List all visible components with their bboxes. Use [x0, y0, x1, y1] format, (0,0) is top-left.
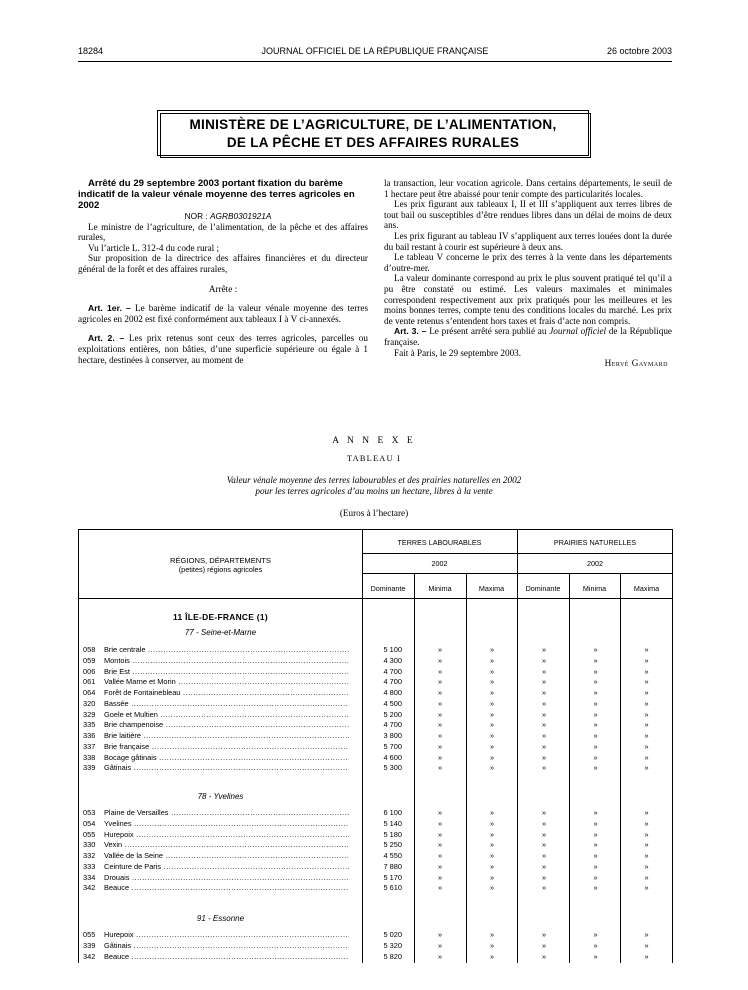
empty-value: » — [541, 818, 547, 828]
empty-value: » — [489, 763, 495, 773]
empty-value: » — [644, 883, 649, 893]
group-header-prairies: PRAIRIES NATURELLES — [553, 538, 637, 547]
dominante-value: 6 100 — [383, 808, 402, 817]
article-2-continued: la transaction, leur vocation agricole. Dans certains départements, le seuil de 1 hectare peut être abaissé pour tenir compte des particularités locales. — [384, 178, 672, 199]
table-row — [79, 808, 672, 818]
empty-value: » — [437, 688, 443, 697]
table-row — [79, 710, 672, 720]
empty-value: » — [437, 951, 443, 961]
region-code: 059 — [83, 655, 96, 665]
region-code: 335 — [83, 720, 96, 730]
empty-value: » — [644, 645, 649, 654]
dominante-value: 5 140 — [383, 818, 402, 828]
empty-value: » — [644, 951, 649, 961]
decree-paragraph-r3: Les prix figurant au tableau IV s’appliquent aux terres louées dont la durée du bail restant à courir est supérieure à deux ans. — [384, 230, 672, 252]
table-row — [79, 677, 672, 687]
empty-value: » — [489, 883, 495, 893]
decree-paragraph-2: Vu l’article L. 312-4 du code rural ; — [88, 242, 220, 253]
department-title: 77 - Seine-et-Marne — [184, 628, 257, 637]
empty-value: » — [593, 930, 598, 939]
article-2-text: Les prix retenus sont ceux des terres agricoles, parcelles ou exploitations entières, non bâties, d’une superficie supérieure ou égale à 1 hectare, destinées à conserver, au moment de — [78, 333, 368, 365]
empty-value: » — [593, 655, 598, 665]
empty-value: » — [437, 861, 443, 871]
dominante-value: 4 550 — [383, 851, 402, 860]
article-3 — [384, 326, 672, 347]
year-header-prairies: 2002 — [587, 559, 603, 568]
col-header-dominante-prairies: Dominante — [525, 584, 561, 593]
done-at-paris: Fait à Paris, le 29 septembre 2003. — [394, 347, 522, 358]
ministry-box — [157, 110, 589, 156]
col-header-maxima-prairies: Maxima — [633, 584, 660, 593]
region-name: Ceinture de Paris ..... — [104, 862, 349, 872]
empty-value: » — [489, 940, 495, 950]
empty-value: » — [541, 666, 547, 676]
year-header-terres: 2002 — [431, 559, 448, 568]
empty-value: » — [593, 698, 598, 708]
region-code: 334 — [83, 872, 96, 882]
dominante-value: 7 880 — [383, 861, 402, 871]
empty-value: » — [593, 666, 598, 676]
article-2-label: Art. 2. – — [88, 333, 125, 344]
value-table — [78, 529, 673, 963]
table-subtitle-2: pour les terres agricoles d’au moins un hectare, libres à la vente — [255, 486, 493, 496]
empty-value: » — [644, 930, 649, 939]
table-subtitle-1: Valeur vénale moyenne des terres labourables et des prairies naturelles en 2002 — [226, 475, 522, 485]
row-divider — [362, 573, 673, 574]
article-1-label: Art. 1er. – — [88, 303, 131, 314]
empty-value: » — [489, 677, 495, 687]
table-row — [79, 941, 672, 951]
ministry-line-1: MINISTÈRE DE L’AGRICULTURE, DE L’ALIMENTATION, — [189, 117, 557, 132]
nor-code: AGRB0301921A — [210, 211, 272, 221]
region-name: Brie champenoise ..... — [104, 720, 349, 730]
dominante-value: 5 180 — [383, 829, 402, 839]
empty-value: » — [541, 883, 547, 893]
empty-value: » — [437, 872, 443, 882]
empty-value: » — [541, 851, 547, 860]
empty-value: » — [644, 688, 649, 697]
empty-value: » — [644, 763, 649, 773]
empty-value: » — [644, 861, 649, 871]
table-row — [79, 830, 672, 840]
empty-value: » — [437, 741, 443, 751]
empty-value: » — [644, 872, 649, 882]
dominante-value: 5 100 — [383, 645, 402, 654]
annexe-title: A N N E X E — [332, 436, 416, 446]
empty-value: » — [437, 720, 443, 730]
empty-value: » — [489, 829, 495, 839]
empty-value: » — [437, 677, 443, 687]
empty-value: » — [541, 698, 547, 708]
region-name: Montois ..... — [104, 656, 349, 666]
empty-value: » — [541, 808, 547, 817]
region-name: Gâtinais ..... — [104, 763, 349, 773]
dominante-value: 5 820 — [383, 951, 402, 961]
dominante-value: 4 700 — [383, 720, 402, 730]
dominante-value: 4 600 — [383, 752, 402, 762]
decree-paragraph-1: Le ministre de l’agriculture, de l’alimentation, de la pêche et des affaires rurales, — [78, 221, 368, 243]
empty-value: » — [489, 731, 495, 740]
row-divider — [79, 598, 673, 599]
dominante-value: 5 300 — [383, 763, 402, 773]
dominante-value: 4 700 — [383, 666, 402, 676]
empty-value: » — [489, 861, 495, 871]
region-code: 336 — [83, 731, 96, 740]
empty-value: » — [644, 940, 649, 950]
table-row — [79, 840, 672, 850]
empty-value: » — [489, 930, 495, 939]
region-code: 342 — [83, 951, 96, 961]
empty-value: » — [644, 741, 649, 751]
dominante-value: 4 800 — [383, 688, 402, 697]
page-number: 18284 — [78, 46, 104, 56]
dominante-value: 5 250 — [383, 840, 402, 850]
dominante-value: 4 500 — [383, 698, 402, 708]
empty-value: » — [489, 872, 495, 882]
empty-value: » — [644, 851, 649, 860]
header-rule — [78, 61, 672, 62]
region-code: 061 — [83, 677, 96, 687]
empty-value: » — [489, 851, 495, 860]
region-code: 339 — [83, 763, 96, 773]
dominante-value: 5 610 — [383, 883, 402, 893]
region-code: 333 — [83, 861, 96, 871]
empty-value: » — [489, 645, 495, 654]
region-code: 332 — [83, 851, 96, 860]
region-code: 053 — [83, 808, 96, 817]
table-row — [79, 656, 672, 666]
dominante-value: 4 300 — [383, 655, 402, 665]
table-row — [79, 742, 672, 752]
region-name: Plaine de Versailles ..... — [104, 808, 349, 818]
table-row — [79, 862, 672, 872]
table-row — [79, 819, 672, 829]
empty-value: » — [593, 741, 598, 751]
empty-value: » — [489, 666, 495, 676]
col-header-minima-prairies: Minima — [582, 584, 607, 593]
empty-value: » — [489, 752, 495, 762]
empty-value: » — [437, 709, 443, 719]
col-header-dominante: Dominante — [370, 584, 406, 593]
empty-value: » — [644, 666, 649, 676]
dominante-value: 5 020 — [383, 930, 402, 939]
empty-value: » — [437, 808, 443, 817]
empty-value: » — [489, 688, 495, 697]
empty-value: » — [541, 655, 547, 665]
region-code: 342 — [83, 883, 96, 893]
decree-paragraph-r5: La valeur dominante correspond au prix le plus souvent pratiqué tel qu’il a pu être constaté ou estimé. Les valeurs maximales et minimales correspondent respectivement aux prix pratiqués pour les meilleures et les moins bonnes terres, compte tenu des conditions locales du marché. Les prix de vente retenus s’entendent hors taxes et frais d’acte non compris. — [384, 273, 672, 326]
region-code: 338 — [83, 752, 96, 762]
empty-value: » — [541, 709, 547, 719]
decree-right-column — [384, 178, 672, 369]
empty-value: » — [593, 688, 598, 697]
empty-value: » — [437, 829, 443, 839]
article-1-text: Le barème indicatif de la valeur vénale moyenne des terres agricoles en 2002 est fixé conformément aux tableaux I à V ci-annexés. — [78, 303, 369, 324]
region-name: Gâtinais ..... — [104, 941, 349, 951]
arrete-heading: Arrête : — [208, 283, 238, 294]
empty-value: » — [644, 829, 649, 839]
department-title: 91 - Essonne — [196, 914, 245, 923]
empty-value: » — [437, 840, 443, 850]
empty-value: » — [593, 720, 598, 730]
empty-value: » — [644, 698, 649, 708]
region-name: Drouais ..... — [104, 873, 349, 883]
table-row — [79, 731, 672, 741]
region-title: 11 ÎLE-DE-FRANCE (1) — [173, 612, 268, 622]
table-row — [79, 699, 672, 709]
journal-title: JOURNAL OFFICIEL DE LA RÉPUBLIQUE FRANÇAISE — [261, 46, 489, 56]
col-header-maxima: Maxima — [478, 584, 505, 593]
empty-value: » — [593, 645, 598, 654]
issue-date: 26 octobre 2003 — [606, 46, 672, 56]
empty-value: » — [593, 840, 598, 850]
empty-value: » — [541, 829, 547, 839]
empty-value: » — [437, 666, 443, 676]
dominante-value: 3 800 — [383, 731, 402, 740]
table-row — [79, 883, 672, 893]
tableau-title: TABLEAU I — [346, 454, 402, 463]
region-name: Yvelines ..... — [104, 819, 349, 829]
decree-paragraph-r2: Les prix figurant aux tableaux I, II et III s’appliquent aux terres libres de tout bail ou susceptibles d’être rendues libres dans un délai de moins de deux ans. — [384, 199, 672, 231]
empty-value: » — [644, 677, 649, 687]
empty-value: » — [437, 731, 443, 740]
region-code: 064 — [83, 688, 96, 697]
region-name: Hurepoix ..... — [104, 930, 349, 940]
article-3-label: Art. 3. – — [394, 326, 427, 337]
empty-value: » — [593, 677, 598, 687]
table-row — [79, 763, 672, 773]
region-name: Forêt de Fontainebleau ..... — [104, 688, 349, 698]
region-code: 055 — [83, 930, 96, 939]
nor-reference — [78, 211, 368, 222]
region-name: Brie Est ..... — [104, 667, 349, 677]
empty-value: » — [541, 688, 547, 697]
empty-value: » — [593, 731, 598, 740]
empty-value: » — [489, 808, 495, 817]
region-code: 006 — [83, 666, 96, 676]
empty-value: » — [593, 818, 598, 828]
region-code: 329 — [83, 709, 96, 719]
empty-value: » — [489, 698, 495, 708]
article-1 — [78, 303, 368, 324]
empty-value: » — [593, 861, 598, 871]
empty-value: » — [541, 720, 547, 730]
col-header-minima: Minima — [428, 584, 452, 593]
empty-value: » — [593, 709, 598, 719]
empty-value: » — [541, 741, 547, 751]
empty-value: » — [437, 655, 443, 665]
decree-paragraph-3: Sur proposition de la directrice des affaires financières et du directeur général de la forêt et des affaires rurales, — [78, 253, 368, 274]
table-row — [79, 688, 672, 698]
empty-value: » — [644, 752, 649, 762]
table-row — [79, 873, 672, 883]
empty-value: » — [593, 851, 598, 860]
article-3-text-a: Le présent arrêté sera publié au — [429, 326, 550, 337]
table-row — [79, 930, 672, 940]
journal-officiel-italic: Journal officiel — [549, 326, 607, 337]
empty-value: » — [489, 741, 495, 751]
dominante-value: 4 700 — [383, 677, 402, 687]
empty-value: » — [541, 763, 547, 773]
region-code: 054 — [83, 818, 96, 828]
empty-value: » — [593, 808, 598, 817]
region-name: Bocage gâtinais ..... — [104, 753, 349, 763]
regions-header-1: RÉGIONS, DÉPARTEMENTS — [170, 556, 271, 565]
region-name: Beauce ..... — [104, 883, 349, 893]
empty-value: » — [541, 645, 547, 654]
region-name: Vallée de la Seine ..... — [104, 851, 349, 861]
region-code: 339 — [83, 940, 96, 950]
empty-value: » — [541, 840, 547, 850]
empty-value: » — [437, 851, 443, 860]
table-unit: (Euros à l’hectare) — [339, 508, 409, 518]
decree-left-column — [78, 178, 368, 365]
empty-value: » — [489, 709, 495, 719]
empty-value: » — [437, 930, 443, 939]
region-name: Brie laitière ..... — [104, 731, 349, 741]
empty-value: » — [644, 720, 649, 730]
region-code: 058 — [83, 645, 96, 654]
dominante-value: 5 170 — [383, 872, 402, 882]
empty-value: » — [541, 677, 547, 687]
region-name: Brie centrale ..... — [104, 645, 349, 655]
dominante-value: 5 320 — [383, 940, 402, 950]
empty-value: » — [489, 720, 495, 730]
empty-value: » — [593, 883, 598, 893]
table-row — [79, 753, 672, 763]
region-code: 320 — [83, 698, 96, 708]
empty-value: » — [541, 752, 547, 762]
empty-value: » — [541, 930, 547, 939]
empty-value: » — [437, 645, 443, 654]
empty-value: » — [437, 752, 443, 762]
table-row — [79, 645, 672, 655]
empty-value: » — [489, 818, 495, 828]
empty-value: » — [644, 840, 649, 850]
empty-value: » — [489, 840, 495, 850]
table-row — [79, 952, 672, 962]
empty-value: » — [541, 940, 547, 950]
empty-value: » — [541, 951, 547, 961]
empty-value: » — [644, 731, 649, 740]
dominante-value: 5 200 — [383, 709, 402, 719]
empty-value: » — [541, 872, 547, 882]
empty-value: » — [593, 872, 598, 882]
article-3-text-b: de la République française. — [384, 326, 672, 347]
ministry-line-2: DE LA PÊCHE ET DES AFFAIRES RURALES — [226, 135, 520, 150]
empty-value: » — [644, 709, 649, 719]
empty-value: » — [593, 763, 598, 773]
empty-value: » — [437, 698, 443, 708]
article-2 — [78, 333, 368, 365]
empty-value: » — [541, 861, 547, 871]
region-code: 055 — [83, 829, 96, 839]
region-code: 330 — [83, 840, 96, 850]
region-name: Bassée ..... — [104, 699, 349, 709]
dominante-value: 5 700 — [383, 741, 402, 751]
empty-value: » — [593, 951, 598, 961]
empty-value: » — [541, 731, 547, 740]
empty-value: » — [593, 829, 598, 839]
empty-value: » — [489, 951, 495, 961]
group-header-terres: TERRES LABOURABLES — [397, 538, 482, 547]
regions-header-2: (petites) régions agricoles — [178, 565, 263, 574]
empty-value: » — [644, 818, 649, 828]
regions-header — [79, 556, 362, 574]
empty-value: » — [644, 808, 649, 817]
empty-value: » — [644, 655, 649, 665]
decree-title: Arrêté du 29 septembre 2003 portant fixation du barème indicatif de la valeur vénale moyenne des terres agricoles en 2002 — [78, 178, 355, 211]
empty-value: » — [437, 883, 443, 893]
empty-value: » — [593, 940, 598, 950]
nor-label: NOR : — [184, 211, 208, 221]
region-name: Beauce ..... — [104, 952, 349, 962]
signature: Hervé Gaymard — [604, 358, 668, 369]
region-name: Hurepoix ..... — [104, 830, 349, 840]
department-title: 78 - Yvelines — [197, 792, 244, 801]
page-header — [78, 46, 672, 60]
table-row — [79, 851, 672, 861]
empty-value: » — [489, 655, 495, 665]
table-row — [79, 667, 672, 677]
empty-value: » — [437, 763, 443, 773]
empty-value: » — [437, 818, 443, 828]
region-name: Brie française ..... — [104, 742, 349, 752]
table-row — [79, 720, 672, 730]
region-name: Vexin ..... — [104, 840, 349, 850]
empty-value: » — [593, 752, 598, 762]
region-name: Vallée Marne et Morin ..... — [104, 677, 349, 687]
empty-value: » — [437, 940, 443, 950]
region-code: 337 — [83, 741, 96, 751]
region-name: Goele et Multien ..... — [104, 710, 349, 720]
row-divider — [362, 553, 673, 554]
decree-paragraph-r4: Le tableau V concerne le prix des terres à la vente dans les départements d’outre-mer. — [384, 252, 672, 273]
